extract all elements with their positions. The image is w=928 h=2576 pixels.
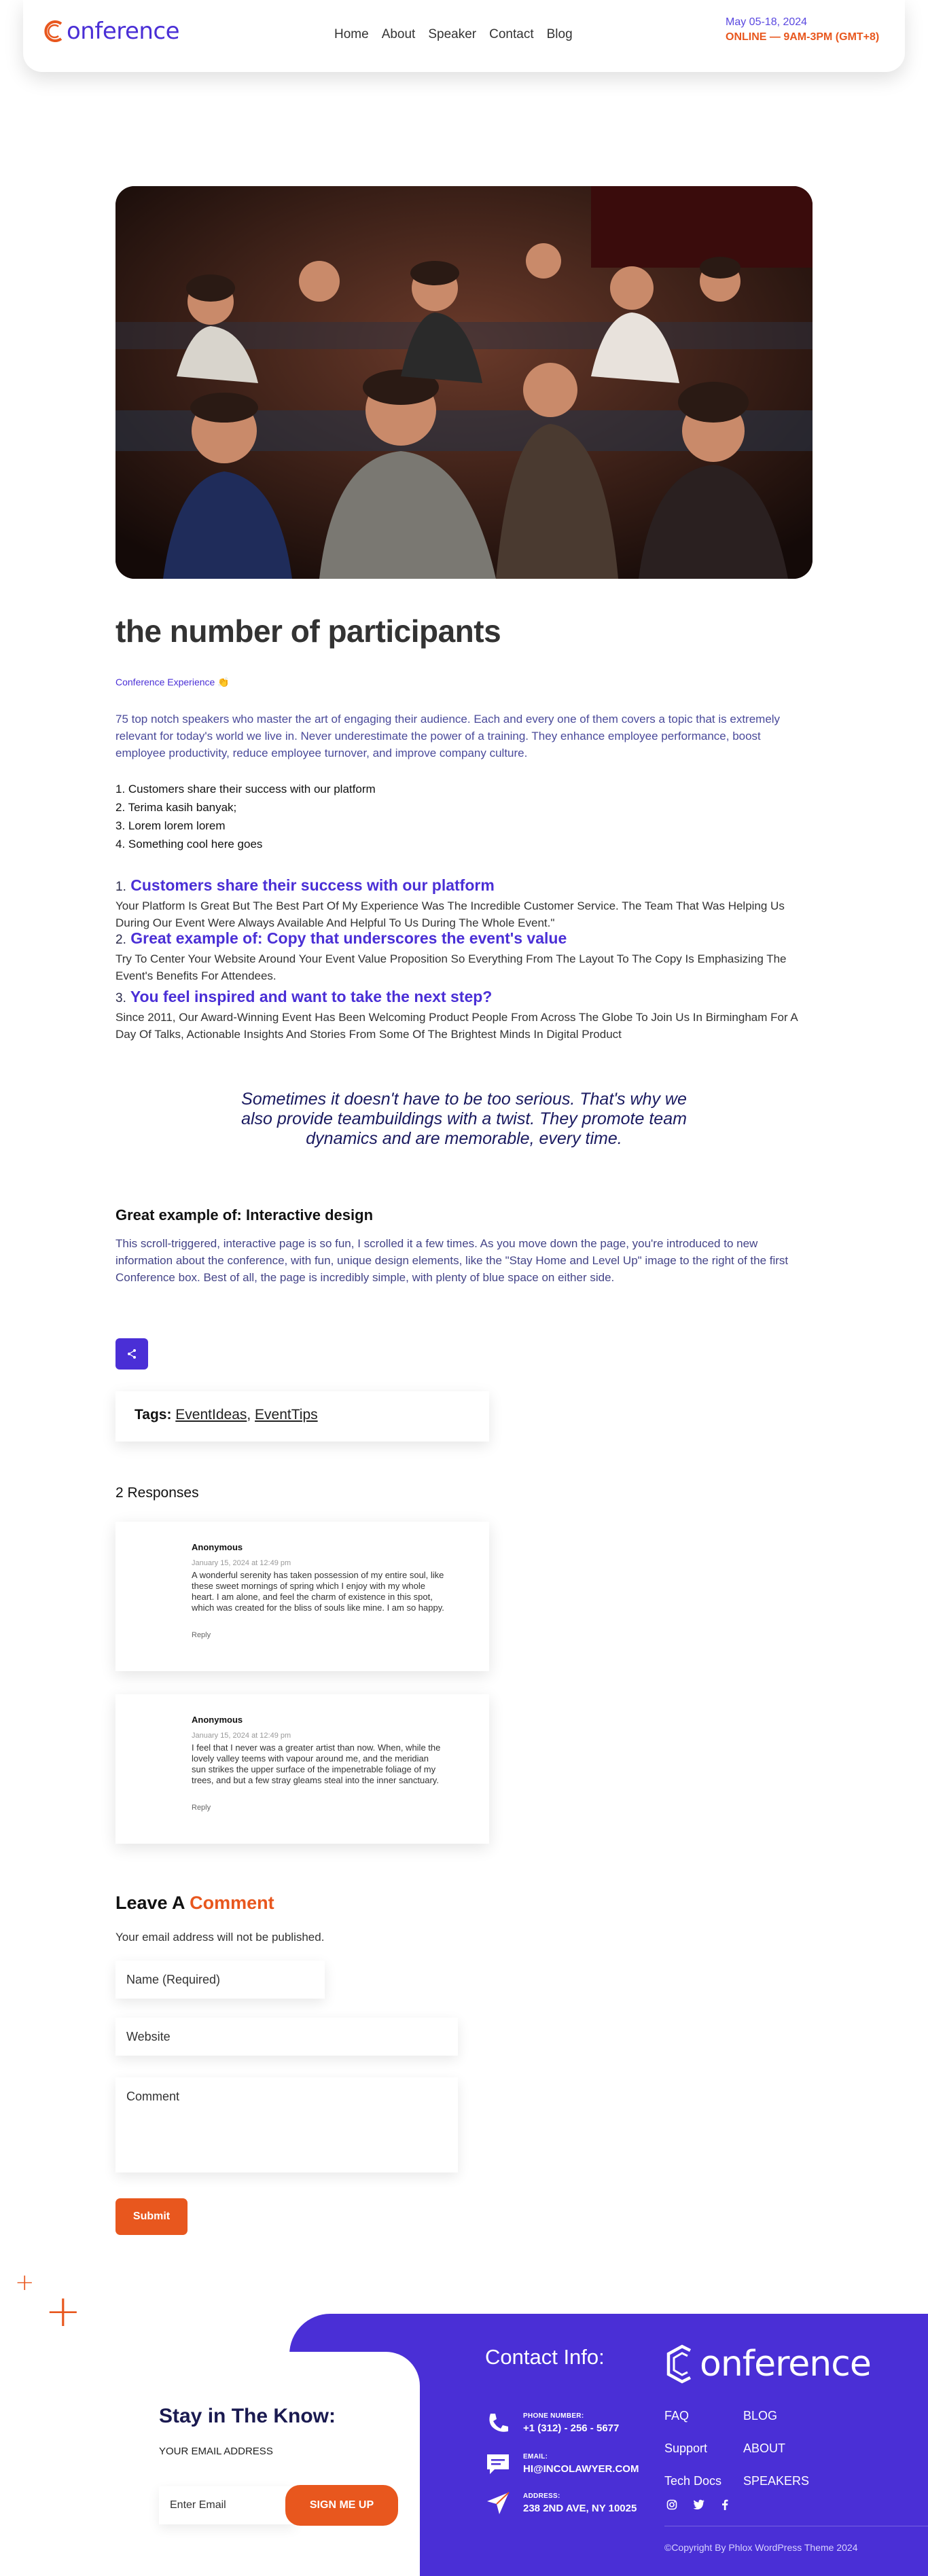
share-button[interactable] [115, 1338, 148, 1370]
nav-speaker[interactable]: Speaker [428, 27, 477, 41]
contact-address [485, 2490, 637, 2516]
footer-link-support[interactable]: Support [664, 2441, 708, 2455]
hero-image [115, 186, 813, 579]
responses-title: 2 Responses [115, 1485, 199, 1501]
section-body: This scroll-triggered, interactive page is so fun, I scrolled it a few times. As you move down the page, you're introduced to new information about the conference, with fun, unique design elements, like the "Stay Home and Level Up" image to the right of the first Conference box. Best of all, the page is incredibly simple, with plenty of blue space on either side. [115, 1237, 789, 1284]
contact-title: Contact Info: [485, 2345, 605, 2369]
facebook-icon[interactable] [717, 2497, 732, 2512]
decor-plus-icon: + [45, 2287, 82, 2337]
newsletter-card [126, 2352, 420, 2576]
step-heading [115, 928, 813, 950]
submit-button[interactable]: Submit [115, 2198, 188, 2235]
step-3 [115, 986, 813, 1043]
reply-link[interactable]: Reply [192, 1631, 211, 1639]
tags-label: Tags: [135, 1407, 172, 1423]
email-label: EMAIL: [523, 2453, 548, 2461]
website-input[interactable] [115, 2018, 458, 2056]
step-number: 2. [115, 933, 126, 947]
address-label: ADDRESS: [523, 2492, 560, 2500]
newsletter-email-input[interactable] [159, 2486, 295, 2524]
leave-title-b: Comment [190, 1893, 274, 1913]
tag-link[interactable]: EventTips [255, 1407, 318, 1423]
contact-email [485, 2451, 639, 2477]
sign-up-button[interactable]: SIGN ME UP [285, 2485, 398, 2526]
list-item: 2. Terima kasih banyak; [115, 801, 237, 814]
comment-textarea[interactable] [115, 2077, 458, 2172]
share-icon [126, 1348, 137, 1359]
footer-logo[interactable] [664, 2344, 871, 2384]
email-value[interactable]: HI@INCOLAWYER.COM [523, 2463, 639, 2475]
comment-date: January 15, 2024 at 12:49 pm [192, 1732, 291, 1740]
logo-text: onference [67, 18, 180, 45]
comment-date: January 15, 2024 at 12:49 pm [192, 1559, 291, 1567]
step-number: 1. [115, 880, 126, 894]
contact-phone [485, 2410, 619, 2436]
logo-c-icon [42, 18, 65, 44]
footer-link-blog[interactable]: BLOG [743, 2409, 778, 2422]
main-nav [334, 27, 586, 42]
twitter-icon[interactable] [692, 2497, 707, 2512]
decor-plus-icon: + [15, 2269, 35, 2296]
comment-card [115, 1694, 489, 1844]
newsletter-title: Stay in The Know: [159, 2405, 336, 2427]
list-item: 1. Customers share their success with our platform [115, 783, 376, 795]
phone-icon [485, 2410, 511, 2436]
reply-link[interactable]: Reply [192, 1804, 211, 1812]
phone-value[interactable]: +1 (312) - 256 - 5677 [523, 2422, 620, 2434]
step-title: Customers share their success with our platform [130, 876, 495, 894]
post-intro: 75 top notch speakers who master the art of engaging their audience. Each and every one of them covers a topic that is extremely relevant for today's world we live in. Never underestimate the power of a training. They enhance employee performance, boost employee productivity, reduce employee turnover, and improve company culture. [115, 713, 781, 759]
address-value: 238 2ND AVE, NY 10025 [523, 2503, 637, 2514]
list-item: 3. Lorem lorem lorem [115, 819, 226, 832]
footer-link-speakers[interactable]: SPEAKERS [743, 2474, 810, 2488]
footer-link-faq[interactable]: FAQ [664, 2409, 690, 2422]
chat-icon [485, 2451, 511, 2477]
copyright-text: ©Copyright By Phlox WordPress Theme 2024 [664, 2542, 858, 2553]
step-1 [115, 875, 813, 931]
step-title: Great example of: Copy that underscores the event's value [130, 929, 567, 947]
form-notice: Your email address will not be published. [115, 1931, 325, 1944]
comment-author: Anonymous [192, 1542, 243, 1552]
phone-label: PHONE NUMBER: [523, 2412, 584, 2420]
step-heading [115, 986, 813, 1009]
post-ordered-list [115, 780, 376, 853]
list-item: 4. Something cool here goes [115, 838, 263, 851]
leave-comment-title [115, 1893, 274, 1914]
comment-card [115, 1522, 489, 1671]
nav-contact[interactable]: Contact [489, 27, 534, 41]
step-number: 3. [115, 991, 126, 1005]
comment-author: Anonymous [192, 1715, 243, 1725]
instagram-icon[interactable] [664, 2497, 679, 2512]
nav-about[interactable]: About [381, 27, 416, 41]
logo-c-icon [664, 2344, 700, 2384]
step-body: Your Platform Is Great But The Best Part Of My Experience Was The Incredible Customer Service. The Team That Was Helping Us During Our Event Were Always Available And Helpful To Us During The Whole Event." [115, 899, 785, 929]
site-header [23, 0, 905, 72]
nav-blog[interactable]: Blog [546, 27, 573, 41]
nav-home[interactable]: Home [334, 27, 369, 41]
event-info [726, 15, 879, 45]
post-category[interactable]: Conference Experience 👏 [115, 677, 230, 687]
event-date: May 05-18, 2024 [726, 16, 808, 28]
footer-panel-edge [883, 2314, 928, 2576]
post-title: the number of participants [115, 613, 501, 649]
footer-logo-text: onference [700, 2344, 871, 2384]
section-heading: Great example of: Interactive design [115, 1206, 374, 1223]
navigation-arrow-icon [485, 2490, 511, 2516]
step-title: You feel inspired and want to take the next step? [130, 988, 493, 1005]
pull-quote: Sometimes it doesn't have to be too serious. That's why we also provide teambuildings with a twist. They promote team dynamics and are memorable, every time. [241, 1090, 687, 1148]
footer-link-about[interactable]: ABOUT [743, 2441, 786, 2455]
step-body: Try To Center Your Website Around Your Event Value Proposition So Everything From The Layout To The Copy Is Emphasizing The Event's Benefits For Attendees. [115, 952, 787, 982]
name-input[interactable] [115, 1961, 325, 1999]
step-heading [115, 875, 813, 897]
step-body: Since 2011, Our Award-Winning Event Has Been Welcoming Product People From Across The Globe To Join Us In Birmingham For A Day Of Talks, Actionable Insights And Stories From Some Of The Brightest Minds In Digital Product [115, 1011, 798, 1041]
footer-link-tech-docs[interactable]: Tech Docs [664, 2474, 722, 2488]
site-logo[interactable] [42, 18, 179, 45]
step-2 [115, 928, 813, 984]
comment-text: A wonderful serenity has taken possession of my entire soul, like these sweet mornings of spring which I enjoy with my whole heart. I am alone, and feel the charm of existence in this spot, which was created for the bliss of souls like mine. I am so happy. [192, 1570, 444, 1613]
event-hours: ONLINE — 9AM-3PM (GMT+8) [726, 31, 880, 43]
leave-title-a: Leave A [115, 1893, 185, 1913]
tags-box: Tags: EventIdeas, EventTips [115, 1391, 489, 1442]
comment-text: I feel that I never was a greater artist than now. When, while the lovely valley teems with vapour around me, and the meridian sun strikes the upper surface of the impenetrable foliage of my trees, and but a few stray gleams steal into the inner sanctuary. [192, 1742, 441, 1785]
newsletter-label: YOUR EMAIL ADDRESS [159, 2446, 273, 2457]
tag-link[interactable]: EventIdeas [175, 1407, 247, 1423]
